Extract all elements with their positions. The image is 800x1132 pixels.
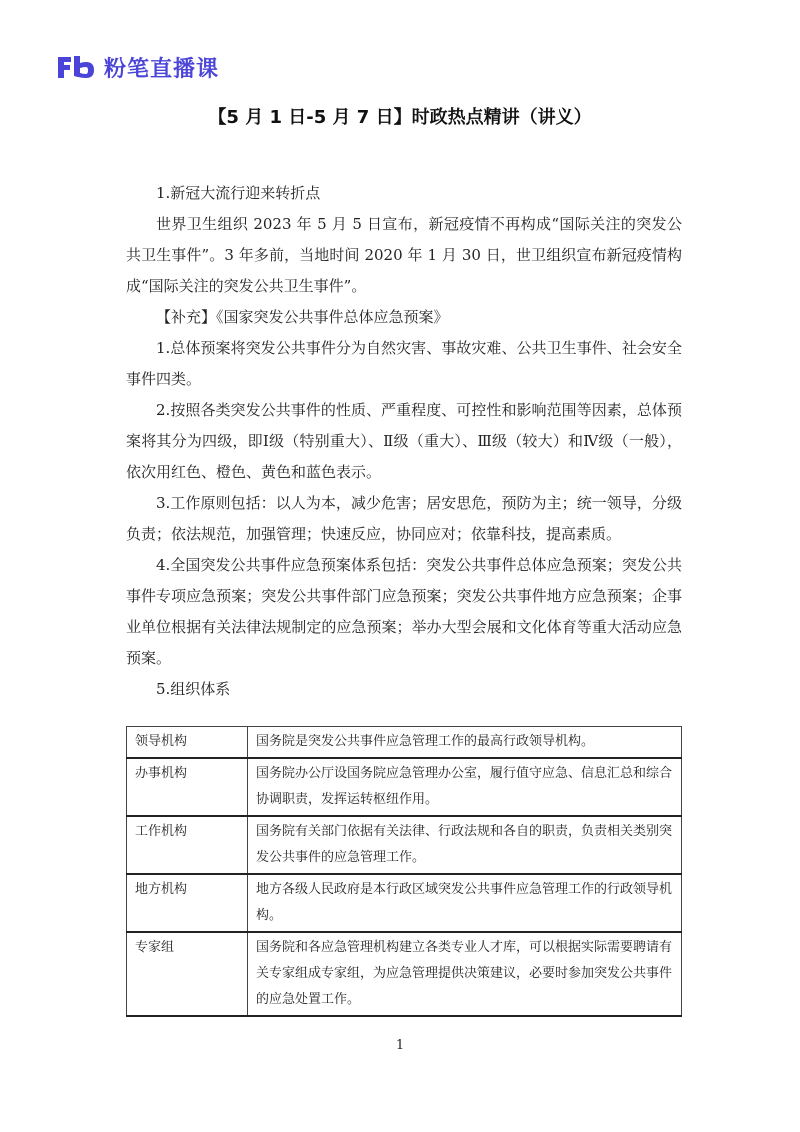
table-row — [127, 816, 682, 874]
document-body — [126, 178, 682, 705]
brand-name: 粉笔直播课 — [104, 56, 220, 82]
row-label: 工作机构 — [127, 816, 248, 874]
paragraph: 4.全国突发公共事件应急预案体系包括：突发公共事件总体应急预案；突发公共事件专项应急预案；突发公共事件部门应急预案；突发公共事件地方应急预案；企事业单位根据有关法律法规制定的应急预案；举办大型会展和文化体育等重大活动应急预案。 — [126, 556, 682, 667]
paragraph: 3.工作原则包括：以人为本，减少危害；居安思危，预防为主；统一领导，分级负责；依法规范，加强管理；快速反应，协同应对；依靠科技，提高素质。 — [126, 494, 682, 543]
row-label: 地方机构 — [127, 874, 248, 932]
table-row — [127, 932, 682, 1016]
paragraph: 1.总体预案将突发公共事件分为自然灾害、事故灾难、公共卫生事件、社会安全事件四类。 — [126, 339, 682, 388]
row-description: 国务院和各应急管理机构建立各类专业人才库，可以根据实际需要聘请有关专家组成专家组，为应急管理提供决策建议，必要时参加突发公共事件的应急处置工作。 — [248, 932, 682, 1016]
row-description: 地方各级人民政府是本行政区域突发公共事件应急管理工作的行政领导机构。 — [248, 874, 682, 932]
section-heading: 5.组织体系 — [156, 680, 231, 698]
table-row — [127, 727, 682, 759]
row-label: 领导机构 — [127, 727, 248, 759]
page-number: 1 — [395, 1038, 405, 1053]
row-label: 办事机构 — [127, 758, 248, 816]
row-description: 国务院办公厅设国务院应急管理办公室，履行值守应急、信息汇总和综合协调职责，发挥运转枢纽作用。 — [248, 758, 682, 816]
paragraph: 2.按照各类突发公共事件的性质、严重程度、可控性和影响范围等因素，总体预案将其分为四级，即Ⅰ级（特别重大）、Ⅱ级（重大）、Ⅲ级（较大）和Ⅳ级（一般），依次用红色、橙色、黄色和蓝色表示。 — [126, 401, 682, 481]
table-row — [127, 758, 682, 816]
document-title: 【5 月 1 日-5 月 7 日】时政热点精讲（讲义） — [208, 107, 592, 128]
row-description: 国务院有关部门依据有关法律、行政法规和各自的职责，负责相关类别突发公共事件的应急管理工作。 — [248, 816, 682, 874]
row-label: 专家组 — [127, 932, 248, 1016]
supplement-heading: 【补充】《国家突发公共事件总体应急预案》 — [156, 308, 449, 326]
brand-logo — [56, 50, 219, 84]
section-heading: 1.新冠大流行迎来转折点 — [156, 184, 321, 202]
organization-table — [126, 726, 682, 1017]
table-row — [127, 874, 682, 932]
paragraph: 世界卫生组织 2023 年 5 月 5 日宣布，新冠疫情不再构成“国际关注的突发公共卫生事件”。3 年多前，当地时间 2020 年 1 月 30 日，世卫组织宣布新冠疫情构成“国际关注的突发公共卫生事件”。 — [126, 215, 682, 295]
row-description: 国务院是突发公共事件应急管理工作的最高行政领导机构。 — [248, 727, 682, 759]
fb-logo-icon — [56, 54, 96, 80]
